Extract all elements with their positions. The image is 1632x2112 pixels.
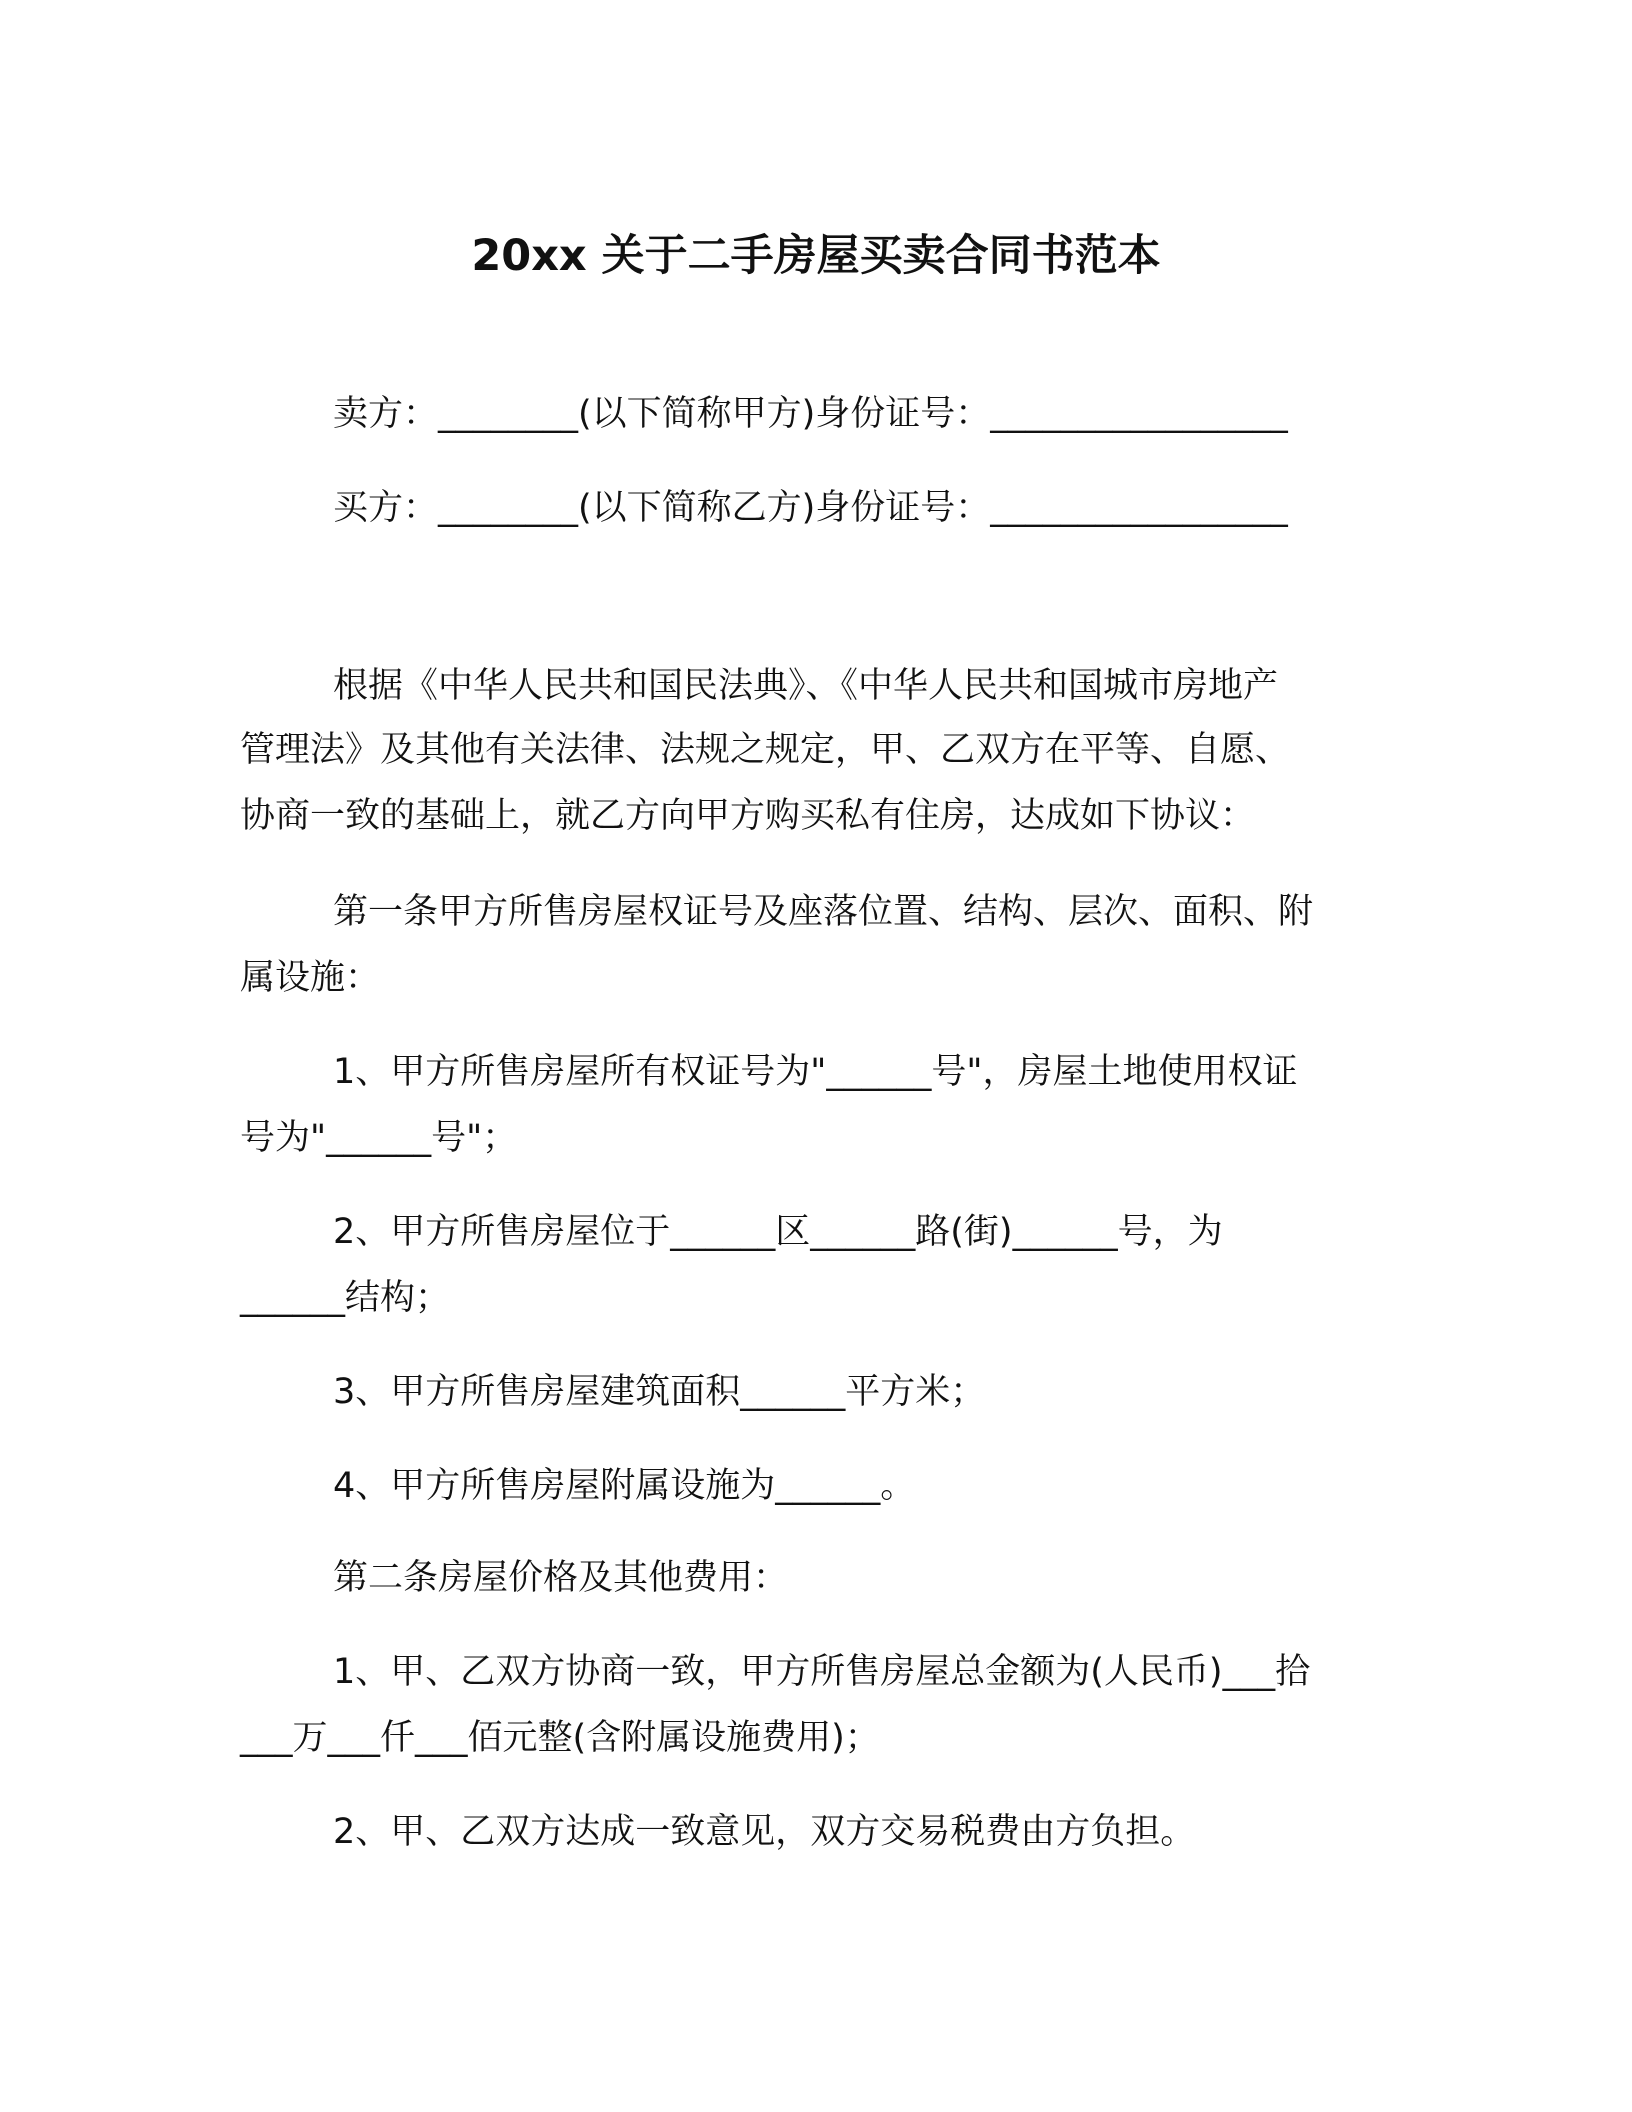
clause-1-4: 4、甲方所售房屋附属设施为______。: [333, 1466, 916, 1506]
clause-1-2: 2、甲方所售房屋位于______区______路(街)______号，为: [333, 1212, 1223, 1252]
clause-2-1-cont: ___万___仟___佰元整(含附属设施费用)；: [240, 1718, 880, 1758]
buyer-line: 买方：________(以下简称乙方)身份证号：_________________: [333, 488, 1288, 528]
preamble-line-1: 根据《中华人民共和国民法典》、《中华人民共和国城市房地产: [333, 666, 1279, 706]
seller-line: 卖方：________(以下简称甲方)身份证号：_________________: [333, 394, 1288, 434]
article-1-heading: 第一条甲方所售房屋权证号及座落位置、结构、层次、面积、附: [333, 892, 1314, 932]
clause-1-2-cont: ______结构；: [240, 1278, 451, 1318]
clause-2-1: 1、甲、乙双方协商一致，甲方所售房屋总金额为(人民币)___拾: [333, 1652, 1311, 1692]
document-title: 20xx 关于二手房屋买卖合同书范本: [471, 231, 1161, 281]
article-2-heading: 第二条房屋价格及其他费用：: [333, 1558, 789, 1598]
clause-1-1-cont: 号为"______号"；: [240, 1118, 518, 1158]
preamble-line-3: 协商一致的基础上，就乙方向甲方购买私有住房，达成如下协议：: [240, 796, 1256, 836]
clause-1-1: 1、甲方所售房屋所有权证号为"______号"，房屋土地使用权证: [333, 1052, 1298, 1092]
article-1-heading-cont: 属设施：: [240, 958, 381, 998]
clause-1-3: 3、甲方所售房屋建筑面积______平方米；: [333, 1372, 986, 1412]
clause-2-2: 2、甲、乙双方达成一致意见，双方交易税费由方负担。: [333, 1812, 1196, 1852]
preamble-line-2: 管理法》及其他有关法律、法规之规定，甲、乙双方在平等、自愿、: [240, 730, 1291, 770]
